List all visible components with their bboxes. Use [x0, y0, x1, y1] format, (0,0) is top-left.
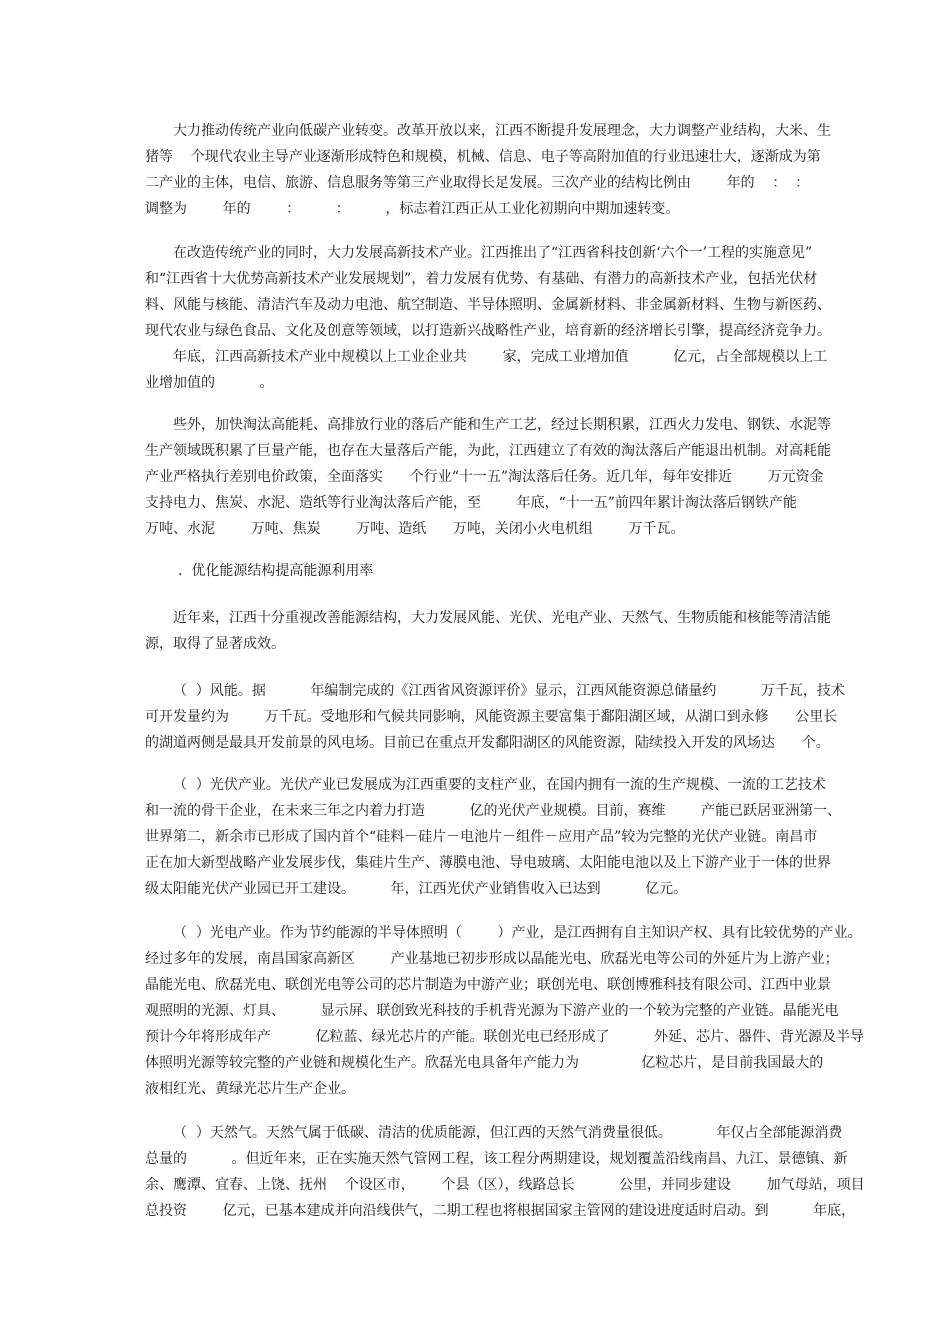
paragraph-gas-line-3: 余、鹰潭、宜春、上饶、抚州 个设区市， 个县（区），线路总长 公里，并同步建设 加气母站，项目	[145, 1177, 865, 1193]
paragraph-2-line-6: 业增加值的 。	[145, 375, 274, 391]
paragraph-3-line-5: 万吨、水泥 万吨、焦炭 万吨、造纸 万吨，关闭小火电机组 万千瓦。	[145, 521, 685, 537]
paragraph-4-line-2: 源，取得了显著成效。	[145, 636, 285, 652]
paragraph-1-line-4: 调整为 年的 ： ： ，标志着江西正从工业化初期向中期加速转变。	[145, 201, 680, 217]
paragraph-pv-line-4: 正在加大新型战略产业发展步伐，集硅片生产、薄膜电池、导电玻璃、太阳能电池以及上下游产业于一体的世界	[145, 855, 831, 871]
section-heading: . 优化能源结构提高能源利用率	[178, 563, 374, 579]
paragraph-4-line-1: 近年来，江西十分重视改善能源结构，大力发展风能、光伏、光电产业、天然气、生物质能和核能等清洁能	[173, 610, 831, 626]
paragraph-pv-line-1: （ ）光伏产业。光伏产业已发展成为江西重要的支柱产业，在国内拥有一流的生产规模、一流的工艺技术	[173, 777, 826, 793]
paragraph-2-line-3: 料、风能与核能、清洁汽车及动力电池、航空制造、半导体照明、金属新材料、非金属新材料、生物与新医药、	[145, 297, 831, 313]
paragraph-3-line-2: 生产领域既积累了巨量产能，也存在大量落后产能，为此，江西建立了有效的淘汰落后产能退出机制。对高耗能	[145, 443, 831, 459]
paragraph-2-line-2: 和“江西省十大优势高新技术产业发展规划”，着力发展有优势、有基础、有潜力的高新技术产业，包括光伏材	[145, 271, 818, 287]
paragraph-gas-line-4: 总投资 亿元，已基本建成并向沿线供气，二期工程也将根据国家主管网的建设进度适时启动。到 年底，	[145, 1203, 856, 1219]
paragraph-gas-line-1: （ ）天然气。天然气属于低碳、清洁的优质能源，但江西的天然气消费量很低。 年仅占全部能源消费	[173, 1125, 843, 1141]
paragraph-2-line-1: 在改造传统产业的同时，大力发展高新技术产业。江西推出了“江西省科技创新‘六个一’工程的实施意见”	[173, 245, 813, 261]
paragraph-opto-line-2: 经过多年的发展，南昌国家高新区 产业基地已初步形成以晶能光电、欣磊光电等公司的外延片为上游产业；	[145, 951, 839, 967]
paragraph-opto-line-7: 液相红光、黄绿光芯片生产企业。	[145, 1081, 355, 1097]
paragraph-pv-line-2: 和一流的骨干企业，在未来三年之内着力打造 亿的光伏产业规模。目前，赛维 产能已跃居亚洲第一、	[145, 803, 842, 819]
paragraph-wind-line-3: 的湖道两侧是最具开发前景的风电场。目前已在重点开发鄱阳湖区的风能资源，陆续投入开发的风场达 个。	[145, 735, 830, 751]
paragraph-opto-line-4: 观照明的光源、灯具、 显示屏、联创致光科技的手机背光源为下游产业的一个较为完整的产业链。晶能光电	[145, 1003, 839, 1019]
paragraph-1-line-2: 猪等 个现代农业主导产业逐渐形成特色和规模，机械、信息、电子等高附加值的行业迅速壮大，逐渐成为第	[145, 149, 821, 165]
paragraph-opto-line-5: 预计今年将形成年产 亿粒蓝、绿光芯片的产能。联创光电已经形成了 外延、芯片、器件、背光源及半导	[145, 1029, 865, 1045]
paragraph-opto-line-6: 体照明光源等较完整的产业链和规模化生产。欣磊光电具备年产能力为 亿粒芯片，是目前我国最大的	[145, 1055, 824, 1071]
paragraph-1-line-1: 大力推动传统产业向低碳产业转变。改革开放以来，江西不断提升发展理念，大力调整产业结构，大米、生	[173, 123, 831, 139]
paragraph-pv-line-3: 世界第二，新余市已形成了国内首个“硅料－硅片－电池片－组件－应用产品”较为完整的光伏产业链。南昌市	[145, 829, 818, 845]
paragraph-wind-line-1: （ ）风能。据 年编制完成的《江西省风资源评价》显示，江西风能资源总储量约 万千瓦，技术	[173, 683, 845, 699]
paragraph-pv-line-5: 级太阳能光伏产业园已开工建设。 年，江西光伏产业销售收入已达到 亿元。	[145, 881, 688, 897]
paragraph-1-line-3: 二产业的主体，电信、旅游、信息服务等第三产业取得长足发展。三次产业的结构比例由 年的 ： ：	[145, 175, 810, 191]
paragraph-wind-line-2: 可开发量约为 万千瓦。受地形和气候共同影响，风能资源主要富集于鄱阳湖区域，从湖口到永修 公里长	[145, 709, 838, 725]
paragraph-3-line-3: 产业严格执行差别电价政策，全面落实 个行业“十一五”淘汰落后任务。近几年，每年安排近 万元资金	[145, 469, 824, 485]
paragraph-2-line-4: 现代农业与绿色食品、文化及创意等领域，以打造新兴战略性产业，培育新的经济增长引擎，提高经济竞争力。	[145, 323, 831, 339]
paragraph-3-line-4: 支持电力、焦炭、水泥、造纸等行业淘汰落后产能，至 年底，“十一五”前四年累计淘汰落后钢铁产能	[145, 495, 797, 511]
paragraph-3-line-1: 些外，加快淘汰高能耗、高排放行业的落后产能和生产工艺，经过长期积累，江西火力发电、钢铁、水泥等	[173, 417, 831, 433]
paragraph-opto-line-3: 晶能光电、欣磊光电、联创光电等公司的芯片制造为中游产业；联创光电、联创博雅科技有限公司、江西中业景	[145, 977, 831, 993]
paragraph-gas-line-2: 总量的 。但近年来，正在实施天然气管网工程，该工程分两期建设，规划覆盖沿线南昌、九江、景德镇、新	[145, 1151, 848, 1167]
paragraph-opto-line-1: （ ）光电产业。作为节约能源的半导体照明（ ）产业，是江西拥有自主知识产权、具有比较优势的产业。	[173, 925, 862, 941]
paragraph-2-line-5: 年底，江西高新技术产业中规模以上工业企业共 家，完成工业增加值 亿元，占全部规模以上工	[173, 349, 828, 365]
